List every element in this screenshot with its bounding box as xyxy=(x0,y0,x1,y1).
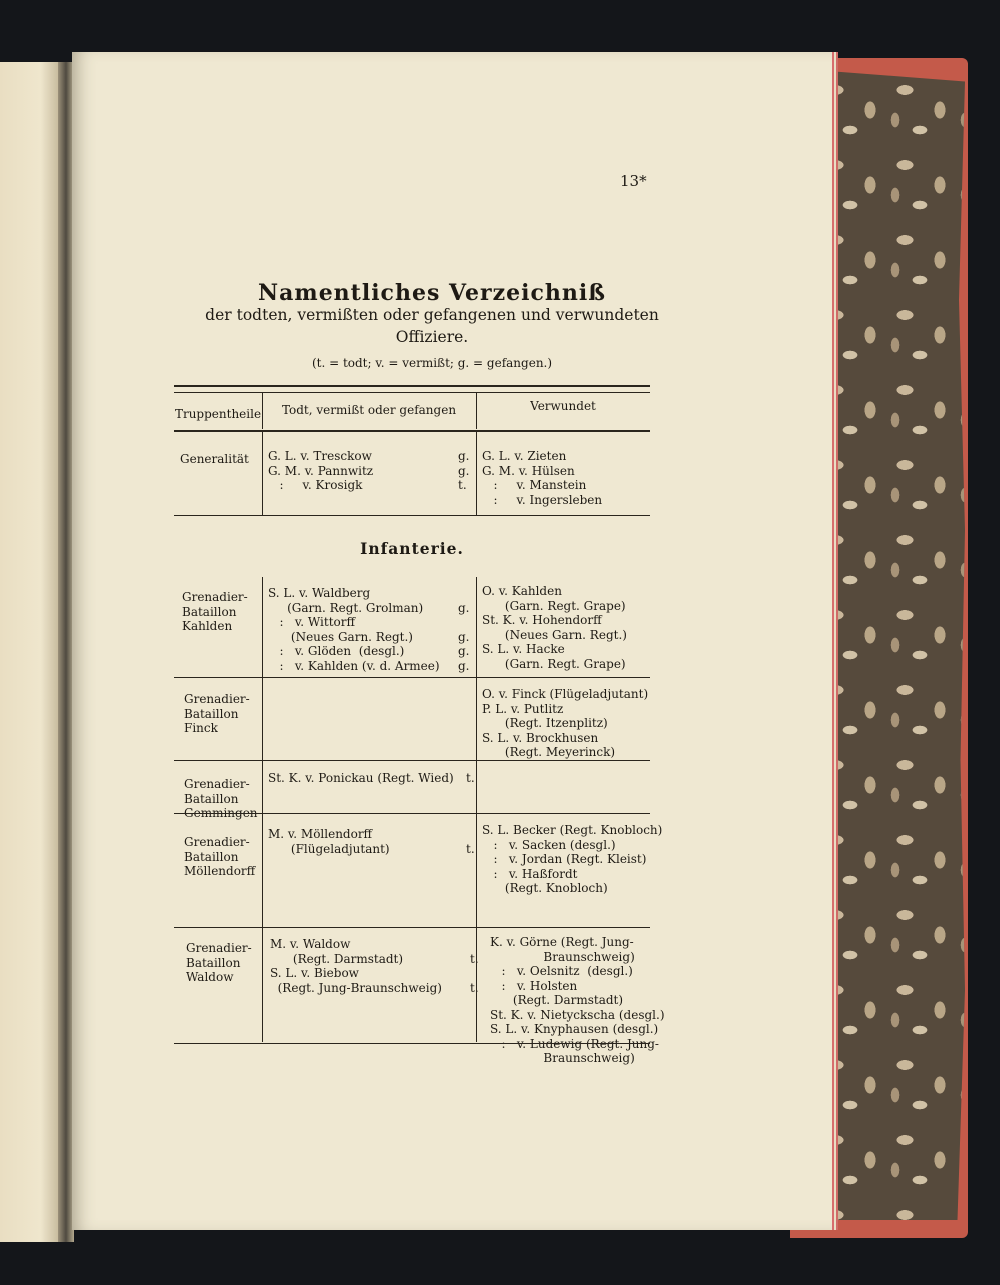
row-divider xyxy=(476,761,477,813)
unit-cell: Grenadier- Bataillon Gemmingen xyxy=(184,777,258,820)
row-divider xyxy=(476,431,477,515)
wounded-cell: K. v. Görne (Regt. Jung- Braunschweig) : v. Oelsnitz (desgl.) : v. Holsten (Regt. Darmstadt) St. K. v. Nietyckscha (desgl.) S. L. v. Knyphausen (desgl.) : v. Ludewig (Regt. Jung- Braunschweig) xyxy=(490,935,665,1065)
header-dead: Todt, vermißt oder gefangen xyxy=(281,403,457,417)
page-subtitle xyxy=(172,304,692,348)
marbled-endpaper xyxy=(815,70,965,1220)
row-divider xyxy=(262,577,263,677)
row-rule xyxy=(174,515,650,516)
page-title: Namentliches Verzeichniß xyxy=(258,280,606,306)
row-divider xyxy=(476,678,477,760)
row-divider xyxy=(262,678,263,760)
dead-status-cell: t. xyxy=(466,771,475,785)
wounded-cell: G. L. v. Zieten G. M. v. Hülsen : v. Manstein : v. Ingersleben xyxy=(482,449,603,507)
row-rule xyxy=(174,760,650,761)
wounded-cell: O. v. Finck (Flügeladjutant) P. L. v. Putlitz (Regt. Itzenplitz) S. L. v. Brockhusen (Regt. Meyerinck) xyxy=(482,687,649,759)
row-rule xyxy=(174,677,650,678)
unit-cell: Grenadier- Bataillon Möllendorff xyxy=(184,835,256,878)
wounded-cell: S. L. Becker (Regt. Knobloch) : v. Sacken (desgl.) : v. Jordan (Regt. Kleist) : v. Haßfordt (Regt. Knobloch) xyxy=(482,823,663,895)
dead-cell: St. K. v. Ponickau (Regt. Wied) xyxy=(268,771,454,785)
dead-cell: M. v. Waldow (Regt. Darmstadt) S. L. v. Biebow (Regt. Jung-Braunschweig) xyxy=(270,937,442,995)
header-divider-1 xyxy=(262,393,263,429)
row-divider xyxy=(476,577,477,677)
group-heading-infanterie: Infanterie. xyxy=(360,539,464,558)
header-bottom-rule xyxy=(174,430,650,432)
header-divider-2 xyxy=(476,393,477,429)
row-divider xyxy=(262,431,263,515)
row-divider xyxy=(262,814,263,927)
row-divider xyxy=(476,928,477,1042)
header-wounded: Verwundet xyxy=(530,399,596,413)
subtitle-line-2: Offiziere. xyxy=(395,328,469,346)
dead-status-cell: t. t. xyxy=(470,951,479,995)
dead-status-cell: t. xyxy=(466,841,475,856)
row-rule xyxy=(174,813,650,814)
row-divider xyxy=(476,814,477,927)
unit-cell: Grenadier- Bataillon Waldow xyxy=(186,941,252,984)
table-top-rule xyxy=(174,385,650,393)
dead-cell: M. v. Möllendorff (Flügeladjutant) xyxy=(268,827,390,856)
wounded-cell: O. v. Kahlden (Garn. Regt. Grape) St. K. v. Hohendorff (Neues Garn. Regt.) S. L. v. Hacke (Garn. Regt. Grape) xyxy=(482,584,627,671)
unit-cell: Grenadier- Bataillon Finck xyxy=(184,692,250,735)
page-number: 13* xyxy=(620,172,647,190)
unit-cell: Grenadier- Bataillon Kahlden xyxy=(182,590,248,633)
dead-cell: G. L. v. Tresckow G. M. v. Pannwitz : v. Krosigk xyxy=(268,449,374,492)
header-unit: Truppentheile xyxy=(174,407,262,421)
left-page-edge xyxy=(0,62,58,1242)
officer-table xyxy=(174,385,665,1065)
subtitle-line-1: der todten, vermißten oder gefangenen und verwundeten xyxy=(205,306,659,324)
abbreviation-legend: (t. = todt; v. = vermißt; g. = gefangen.) xyxy=(311,356,553,370)
dead-status-cell: g. g. t. xyxy=(458,449,470,492)
row-divider xyxy=(262,761,263,813)
book-page xyxy=(72,52,832,1230)
unit-cell: Generalität xyxy=(180,452,249,466)
row-divider xyxy=(262,928,263,1042)
row-rule xyxy=(174,927,650,928)
dead-cell: S. L. v. Waldberg (Garn. Regt. Grolman) : v. Wittorff (Neues Garn. Regt.) : v. Glöden (desgl.) : v. Kahlden (v. d. Armee) xyxy=(268,586,440,673)
table-bottom-rule xyxy=(174,1043,650,1044)
dead-status-cell: g. g. g. g. xyxy=(458,600,470,673)
